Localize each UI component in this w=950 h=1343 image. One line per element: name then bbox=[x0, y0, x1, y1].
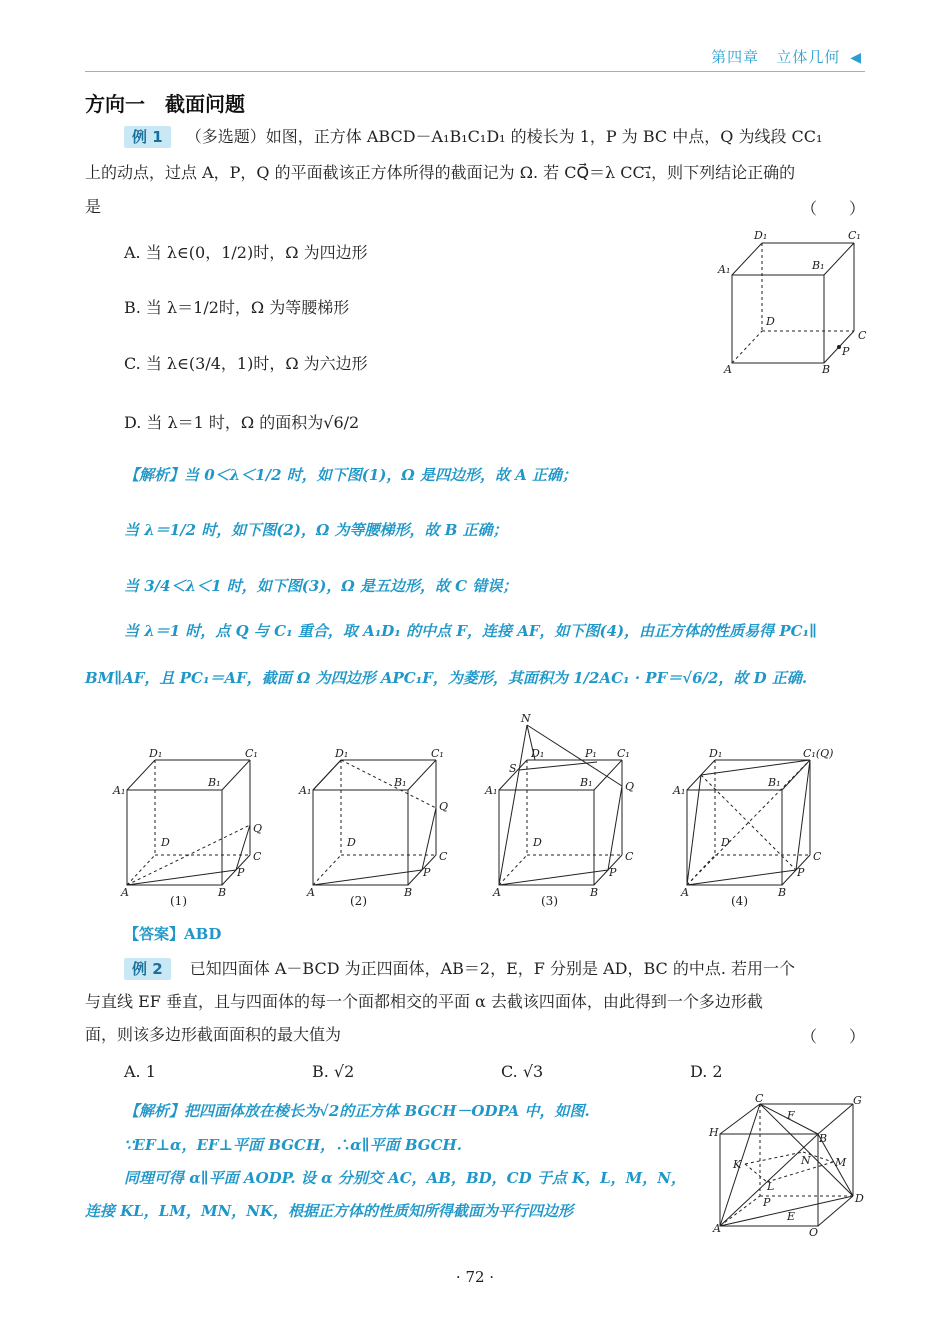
example1-analysis-5: BM∥AF，且 PC₁＝AF，截面 Ω 为四边形 APC₁F，为菱形，其面积为 1/2AC₁ · PF＝√6/2，故 D 正确. bbox=[85, 669, 808, 687]
example1-line2: 上的动点，过点 A，P，Q 的平面截该正方体所得的截面记为 Ω. 若 CQ⃗＝λ CC₁⃗，则下列结论正确的 bbox=[85, 163, 796, 182]
example2-option-c: C. √3 bbox=[501, 1062, 544, 1081]
topic-label: 立体几何 bbox=[776, 48, 841, 66]
example2-text-1: 已知四面体 A－BCD 为正四面体，AB＝2，E，F 分别是 AD，BC 的中点. 若用一个 bbox=[189, 959, 796, 978]
cube-figure-2 bbox=[313, 760, 436, 885]
svg-text:B₁: B₁ bbox=[812, 259, 825, 272]
example1-answer: 【答案】ABD bbox=[124, 925, 222, 943]
svg-text:B: B bbox=[819, 1132, 828, 1145]
example2-option-a: A. 1 bbox=[124, 1062, 156, 1081]
example1-analysis-1: 【解析】当 0＜λ＜1/2 时，如下图(1)，Ω 是四边形，故 A 正确； bbox=[124, 466, 578, 484]
svg-text:A: A bbox=[307, 886, 315, 899]
svg-text:B₁: B₁ bbox=[580, 776, 593, 789]
svg-text:A: A bbox=[724, 363, 732, 376]
figure-caption-3: (3) bbox=[541, 894, 558, 908]
svg-text:Q: Q bbox=[253, 822, 263, 835]
svg-text:C₁: C₁ bbox=[848, 229, 861, 242]
example2-line1 bbox=[124, 952, 795, 986]
cube-figure-main bbox=[712, 225, 872, 380]
example1-option-b: B. 当 λ＝1/2时，Ω 为等腰梯形 bbox=[124, 298, 350, 317]
svg-text:C: C bbox=[625, 850, 634, 863]
svg-text:Q: Q bbox=[439, 800, 449, 813]
example1-option-a: A. 当 λ∈(0，1/2)时，Ω 为四边形 bbox=[124, 243, 368, 262]
svg-text:P: P bbox=[842, 345, 850, 358]
page-number: · 72 · bbox=[455, 1268, 495, 1286]
svg-text:M: M bbox=[835, 1156, 847, 1169]
svg-text:D₁: D₁ bbox=[754, 229, 768, 242]
example2-line3: 面，则该多边形截面面积的最大值为 bbox=[85, 1025, 342, 1044]
example2-badge: 例 2 bbox=[124, 958, 171, 980]
svg-text:C₁(Q): C₁(Q) bbox=[803, 747, 834, 760]
svg-text:E: E bbox=[787, 1210, 796, 1223]
svg-text:D: D bbox=[855, 1192, 864, 1205]
example1-answer-paren: （ ） bbox=[800, 199, 865, 218]
header-divider bbox=[85, 71, 865, 72]
svg-text:C₁: C₁ bbox=[431, 747, 444, 760]
example1-analysis-3: 当 3/4＜λ＜1 时，如下图(3)，Ω 是五边形，故 C 错误； bbox=[124, 577, 518, 595]
svg-text:P: P bbox=[797, 866, 805, 879]
svg-text:H: H bbox=[709, 1126, 719, 1139]
svg-text:S: S bbox=[509, 762, 517, 775]
example2-answer-paren: （ ） bbox=[800, 1027, 865, 1046]
example1-text-1: （多选题）如图，正方体 ABCD－A₁B₁C₁D₁ 的棱长为 1，P 为 BC 中点，Q 为线段 CC₁ bbox=[185, 127, 823, 146]
figure-caption-4: (4) bbox=[731, 894, 748, 908]
example2-analysis-1: 【解析】把四面体放在棱长为√2的正方体 BGCH－ODPA 中，如图. bbox=[124, 1102, 590, 1120]
example2-analysis-3: 同理可得 α∥平面 AODP. 设 α 分别交 AC，AB，BD，CD 于点 K，L，M，N， bbox=[124, 1169, 686, 1187]
svg-text:B: B bbox=[778, 886, 787, 899]
section-title: 方向一 截面问题 bbox=[85, 92, 245, 116]
svg-text:B: B bbox=[404, 886, 413, 899]
cube-figure-1 bbox=[127, 760, 250, 885]
chapter-label: 第四章 bbox=[711, 48, 760, 66]
svg-text:A₁: A₁ bbox=[485, 784, 498, 797]
svg-text:C: C bbox=[858, 329, 867, 342]
triangle-marker-icon: ◀ bbox=[850, 50, 862, 66]
svg-text:D: D bbox=[766, 315, 775, 328]
example1-analysis-4: 当 λ＝1 时，点 Q 与 C₁ 重合，取 A₁D₁ 的中点 F，连接 AF，如下图(4)，由正方体的性质易得 PC₁∥ bbox=[124, 622, 818, 640]
svg-text:D: D bbox=[533, 836, 542, 849]
figure-caption-1: (1) bbox=[170, 894, 187, 908]
svg-text:D: D bbox=[161, 836, 170, 849]
svg-text:A: A bbox=[681, 886, 689, 899]
svg-text:P: P bbox=[763, 1196, 771, 1209]
svg-text:D₁: D₁ bbox=[335, 747, 349, 760]
svg-text:C₁: C₁ bbox=[617, 747, 630, 760]
svg-text:D: D bbox=[721, 836, 730, 849]
cube-figure-4 bbox=[687, 760, 810, 885]
svg-text:P₁: P₁ bbox=[585, 747, 597, 760]
svg-text:A: A bbox=[713, 1222, 721, 1235]
svg-text:C₁: C₁ bbox=[245, 747, 258, 760]
svg-text:A₁: A₁ bbox=[673, 784, 686, 797]
svg-text:B: B bbox=[822, 363, 831, 376]
svg-text:A₁: A₁ bbox=[113, 784, 126, 797]
svg-text:G: G bbox=[853, 1094, 862, 1107]
cube-figure-3 bbox=[499, 725, 622, 885]
example1-option-c: C. 当 λ∈(3/4，1)时，Ω 为六边形 bbox=[124, 354, 368, 373]
svg-text:C: C bbox=[253, 850, 262, 863]
example1-analysis-2: 当 λ＝1/2 时，如下图(2)，Ω 为等腰梯形，故 B 正确； bbox=[124, 521, 508, 539]
svg-text:N: N bbox=[801, 1154, 811, 1167]
svg-text:B₁: B₁ bbox=[208, 776, 221, 789]
svg-text:Q: Q bbox=[625, 780, 635, 793]
svg-text:C: C bbox=[439, 850, 448, 863]
example2-line2: 与直线 EF 垂直，且与四面体的每一个面都相交的平面 α 去截该四面体，由此得到一个多边形截 bbox=[85, 992, 763, 1011]
example1-line1 bbox=[124, 120, 822, 154]
svg-text:L: L bbox=[767, 1180, 775, 1193]
example1-line3: 是 bbox=[85, 197, 102, 216]
svg-text:P: P bbox=[609, 866, 617, 879]
svg-text:A: A bbox=[493, 886, 501, 899]
figure-caption-2: (2) bbox=[350, 894, 367, 908]
svg-text:C: C bbox=[813, 850, 822, 863]
cube-figure-tetra bbox=[705, 1092, 870, 1240]
example1-option-d: D. 当 λ＝1 时，Ω 的面积为√6/2 bbox=[124, 413, 360, 432]
example2-option-b: B. √2 bbox=[312, 1062, 355, 1081]
svg-text:B₁: B₁ bbox=[768, 776, 781, 789]
svg-text:F: F bbox=[787, 1109, 795, 1122]
svg-text:C: C bbox=[755, 1092, 764, 1105]
svg-text:P: P bbox=[423, 866, 431, 879]
svg-text:O: O bbox=[809, 1226, 819, 1239]
svg-text:A₁: A₁ bbox=[718, 263, 731, 276]
svg-text:B₁: B₁ bbox=[394, 776, 407, 789]
svg-text:A₁: A₁ bbox=[299, 784, 312, 797]
example2-analysis-4: 连接 KL，LM，MN，NK，根据正方体的性质知所得截面为平行四边形 bbox=[85, 1202, 574, 1220]
cube-figures-row bbox=[105, 710, 865, 915]
svg-text:D₁: D₁ bbox=[531, 747, 545, 760]
svg-text:B: B bbox=[218, 886, 227, 899]
example2-analysis-2: ∵EF⊥α，EF⊥平面 BGCH，∴α∥平面 BGCH. bbox=[124, 1136, 462, 1154]
svg-text:D₁: D₁ bbox=[149, 747, 163, 760]
svg-text:N: N bbox=[521, 712, 531, 725]
page-header bbox=[711, 46, 862, 67]
svg-text:P: P bbox=[237, 866, 245, 879]
example2-option-d: D. 2 bbox=[690, 1062, 723, 1081]
svg-text:D₁: D₁ bbox=[709, 747, 723, 760]
svg-text:B: B bbox=[590, 886, 599, 899]
svg-text:K: K bbox=[733, 1158, 742, 1171]
svg-text:A: A bbox=[121, 886, 129, 899]
svg-text:D: D bbox=[347, 836, 356, 849]
example1-badge: 例 1 bbox=[124, 126, 171, 148]
